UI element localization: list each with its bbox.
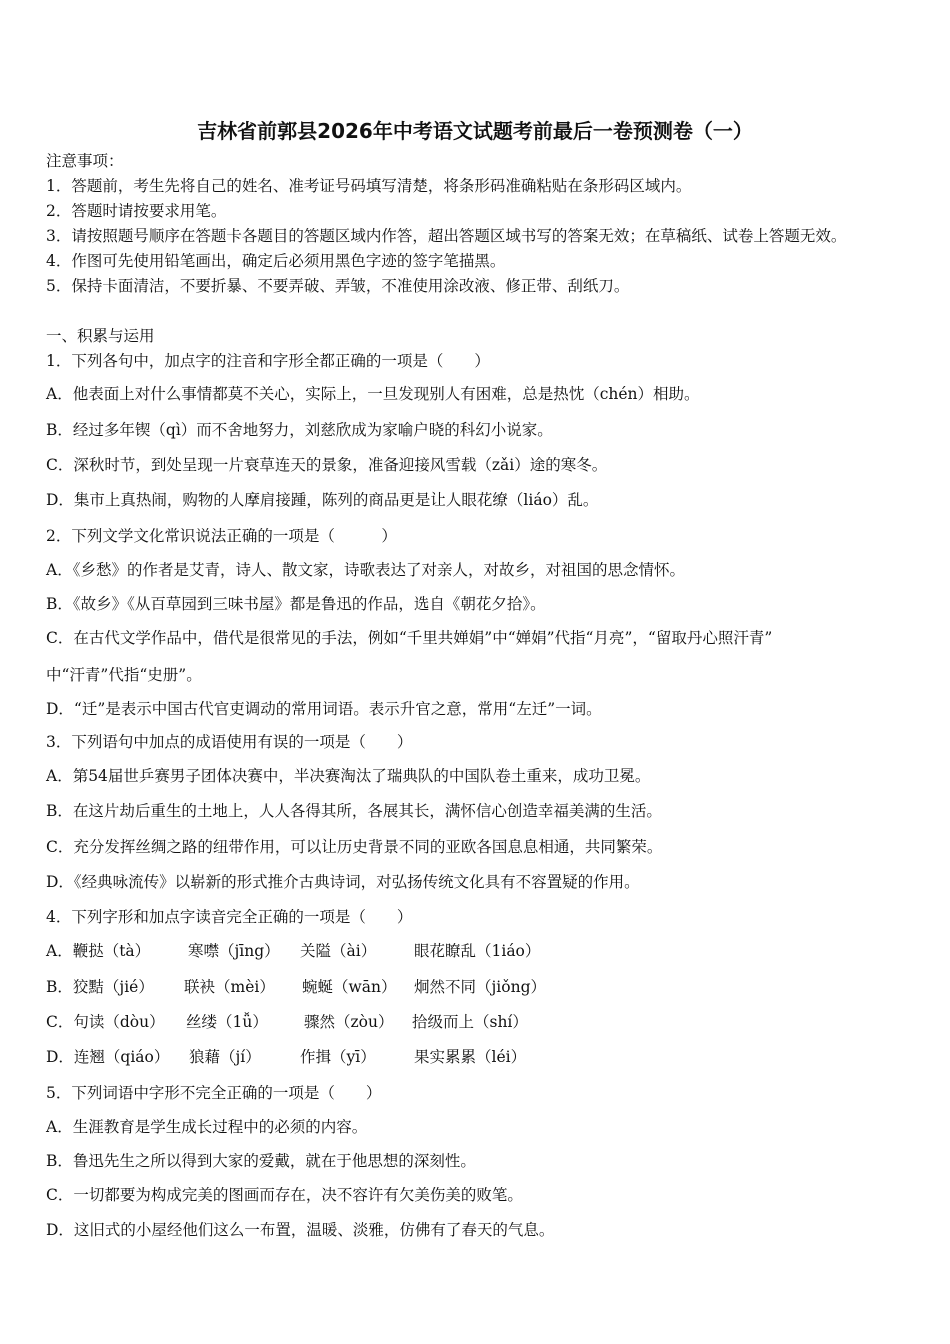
word: 骤然（zòu）	[304, 1013, 394, 1031]
word: B．狡黠（jié）	[46, 978, 154, 996]
option	[46, 1012, 528, 1032]
word: D．连翘（qiáo）	[46, 1048, 170, 1066]
word: A．鞭挞（tà）	[46, 942, 151, 960]
question-stem: 4．下列字形和加点字读音完全正确的一项是（ ）	[46, 908, 413, 926]
word: 关隘（ài）	[300, 942, 377, 960]
question-stem: 2．下列文学文化常识说法正确的一项是（ ）	[46, 527, 397, 545]
option: A．《乡愁》的作者是艾青，诗人、散文家，诗歌表达了对亲人，对故乡，对祖国的思念情怀。	[46, 561, 685, 579]
option: A．生涯教育是学生成长过程中的必须的内容。	[46, 1118, 368, 1136]
word: 蜿蜒（wān）	[302, 978, 397, 996]
notice-item: 5．保持卡面清洁，不要折暴、不要弄破、弄皱，不准使用涂改液、修正带、刮纸刀。	[46, 277, 630, 295]
page-title: 吉林省前郭县2026年中考语文试题考前最后一卷预测卷（一）	[197, 119, 753, 143]
option: D．“迁”是表示中国古代官吏调动的常用词语。表示升官之意，常用“左迁”一词。	[46, 700, 602, 718]
word: 炯然不同（jiǒng）	[414, 978, 547, 996]
option: B．《故乡》《从百草园到三味书屋》都是鲁迅的作品，选自《朝花夕拾》。	[46, 595, 546, 613]
option: B．在这片劫后重生的土地上，人人各得其所，各展其长，满怀信心创造幸福美满的生活。	[46, 802, 662, 820]
question-stem: 1．下列各句中，加点字的注音和字形全都正确的一项是（ ）	[46, 352, 490, 370]
word: C．句读（dòu）	[46, 1013, 165, 1031]
option: C．深秋时节，到处呈现一片衰草连天的景象，准备迎接风雪载（zǎi）途的寒冬。	[46, 456, 608, 474]
option: A．他表面上对什么事情都莫不关心，实际上，一旦发现别人有困难，总是热忱（chén）相助。	[46, 385, 700, 403]
word: 作揖（yī）	[300, 1048, 376, 1066]
option: C．一切都要为构成完美的图画而存在，决不容许有欠美伤美的败笔。	[46, 1186, 523, 1204]
question-stem: 3．下列语句中加点的成语使用有误的一项是（ ）	[46, 733, 413, 751]
word: 狼藉（jí）	[189, 1048, 261, 1066]
word: 丝缕（1ǚ）	[186, 1013, 268, 1031]
option	[46, 977, 546, 997]
option: C．充分发挥丝绸之路的纽带作用，可以让历史背景不同的亚欧各国息息相通，共同繁荣。	[46, 838, 663, 856]
word: 果实累累（léi）	[414, 1048, 527, 1066]
option: B．经过多年锲（qì）而不舍地努力，刘慈欣成为家喻户晓的科幻小说家。	[46, 421, 553, 439]
word: 眼花瞭乱（1iáo）	[414, 942, 541, 960]
notice-item: 2．答题时请按要求用笔。	[46, 202, 227, 220]
option-continued: 中“汗青”代指“史册”。	[46, 666, 202, 684]
question-stem: 5．下列词语中字形不完全正确的一项是（ ）	[46, 1084, 382, 1102]
option: A．第54届世乒赛男子团体决赛中，半决赛淘汰了瑞典队的中国队卷土重来，成功卫冕。	[46, 767, 651, 785]
option: D．集市上真热闹，购物的人摩肩接踵，陈列的商品更是让人眼花缭（liáo）乱。	[46, 491, 599, 509]
option: D．这旧式的小屋经他们这么一布置，温暖、淡雅，仿佛有了春天的气息。	[46, 1221, 555, 1239]
option: B．鲁迅先生之所以得到大家的爱戴，就在于他思想的深刻性。	[46, 1152, 476, 1170]
option: C．在古代文学作品中，借代是很常见的手法，例如“千里共婵娟”中“婵娟”代指“月亮”，“留取丹心照汗青”	[46, 629, 773, 647]
option: D．《经典咏流传》以崭新的形式推介古典诗词，对弘扬传统文化具有不容置疑的作用。	[46, 873, 640, 891]
notice-item: 4．作图可先使用铅笔画出，确定后必须用黑色字迹的签字笔描黑。	[46, 252, 506, 270]
word: 联袂（mèi）	[184, 978, 275, 996]
word: 寒噤（jīng）	[188, 942, 280, 960]
option	[46, 1047, 526, 1067]
section-heading: 一、积累与运用	[46, 327, 155, 345]
option	[46, 941, 540, 961]
notice-item: 1．答题前，考生先将自己的姓名、准考证号码填写清楚，将条形码准确粘贴在条形码区域内。	[46, 177, 692, 195]
notice-heading: 注意事项：	[46, 152, 124, 170]
notice-item: 3．请按照题号顺序在答题卡各题目的答题区域内作答，超出答题区域书写的答案无效；在草稿纸、试卷上答题无效。	[46, 227, 847, 245]
word: 拾级而上（shí）	[412, 1013, 528, 1031]
